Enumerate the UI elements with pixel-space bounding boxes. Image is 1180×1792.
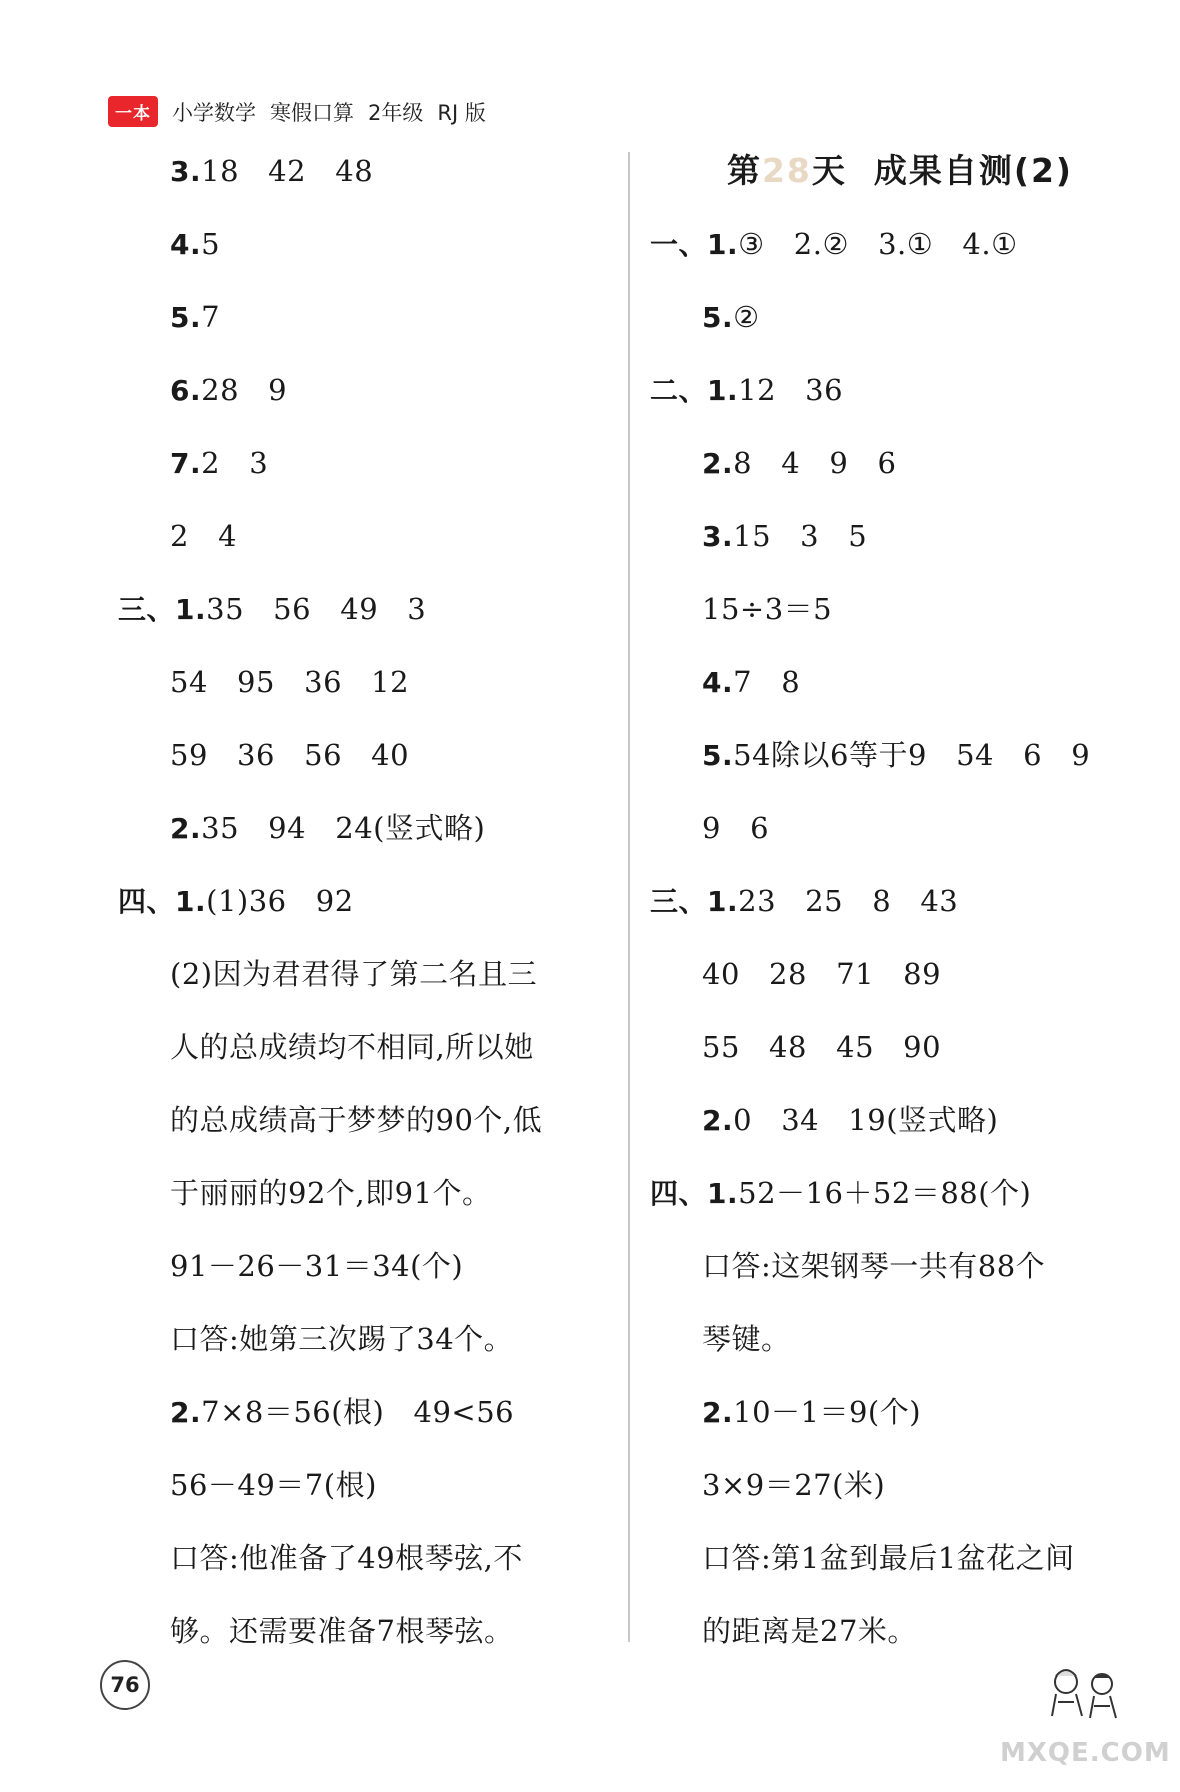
answer-text: 琴键。 bbox=[702, 1322, 791, 1356]
answer-label: 四、1. bbox=[118, 885, 207, 918]
answer-text: 于丽丽的92个,即91个。 bbox=[170, 1176, 492, 1210]
answer-text: 55 48 45 90 bbox=[702, 1030, 942, 1064]
answer-text: 0 34 19(竖式略) bbox=[733, 1103, 999, 1137]
watermark-text: MXQE.COM bbox=[1000, 1738, 1171, 1768]
answer-label: 3. bbox=[170, 155, 202, 188]
left-answer-line bbox=[118, 1014, 618, 1087]
answer-text: 的总成绩高于梦梦的90个,低 bbox=[170, 1103, 543, 1137]
left-answer-line bbox=[118, 1525, 618, 1598]
left-answer-line bbox=[118, 1087, 618, 1160]
right-answer-line bbox=[650, 868, 1150, 941]
right-answer-line bbox=[650, 1087, 1150, 1160]
answer-text: 35 56 49 3 bbox=[206, 592, 427, 626]
header-subject: 小学数学 bbox=[172, 100, 256, 125]
left-answer-line bbox=[118, 1306, 618, 1379]
left-answer-line bbox=[118, 576, 618, 649]
right-answer-line bbox=[650, 1452, 1150, 1525]
left-answer-line bbox=[118, 649, 618, 722]
answer-text: ③ 2.② 3.① 4.① bbox=[738, 227, 1018, 261]
header-book: 寒假口算 bbox=[270, 100, 354, 125]
answer-text: 40 28 71 89 bbox=[702, 957, 942, 991]
answer-text: 23 25 8 43 bbox=[738, 884, 959, 918]
answer-text: 9 6 bbox=[702, 811, 770, 845]
answer-text: 人的总成绩均不相同,所以她 bbox=[170, 1030, 534, 1064]
answer-label: 二、1. bbox=[650, 374, 739, 407]
right-answer-line bbox=[650, 1525, 1150, 1598]
answer-label: 三、1. bbox=[650, 885, 739, 918]
right-answer-line bbox=[650, 1598, 1150, 1671]
answer-text: 56－49＝7(根) bbox=[170, 1468, 377, 1502]
answer-text: 15÷3＝5 bbox=[702, 592, 833, 626]
answer-text: 7 8 bbox=[733, 665, 801, 699]
answer-text: 91－26－31＝34(个) bbox=[170, 1249, 464, 1283]
answer-label: 三、1. bbox=[118, 593, 207, 626]
left-answer-line bbox=[118, 503, 618, 576]
right-answer-line bbox=[650, 430, 1150, 503]
answer-text: (1)36 92 bbox=[206, 884, 354, 918]
left-answer-line bbox=[118, 430, 618, 503]
answer-text: 2 3 bbox=[201, 446, 269, 480]
left-answer-line bbox=[118, 941, 618, 1014]
answer-text: 7 bbox=[201, 300, 221, 334]
left-answer-line bbox=[118, 1160, 618, 1233]
left-answer-line bbox=[118, 1379, 618, 1452]
left-answer-line bbox=[118, 868, 618, 941]
answer-text: 2 4 bbox=[170, 519, 238, 553]
answer-text: ② bbox=[733, 300, 760, 334]
right-answer-line bbox=[650, 284, 1150, 357]
left-answer-line bbox=[118, 1452, 618, 1525]
right-answer-line bbox=[650, 1306, 1150, 1379]
page-number: 76 bbox=[100, 1660, 150, 1710]
right-answer-line bbox=[650, 211, 1150, 284]
left-answer-line bbox=[118, 284, 618, 357]
left-answer-line bbox=[118, 138, 618, 211]
header-edition: RJ 版 bbox=[437, 100, 486, 125]
right-answer-line bbox=[650, 649, 1150, 722]
answer-text: 的距离是27米。 bbox=[702, 1614, 917, 1648]
answer-text: 够。还需要准备7根琴弦。 bbox=[170, 1614, 514, 1648]
right-answer-line bbox=[650, 357, 1150, 430]
section-title bbox=[650, 138, 1150, 211]
header-grade: 2年级 bbox=[368, 100, 424, 125]
right-answer-line bbox=[650, 1379, 1150, 1452]
right-answer-line bbox=[650, 1160, 1150, 1233]
answer-text: 口答:她第三次踢了34个。 bbox=[170, 1322, 514, 1356]
right-answer-line bbox=[650, 941, 1150, 1014]
answer-text: 52－16＋52＝88(个) bbox=[738, 1176, 1032, 1210]
answer-label: 四、1. bbox=[650, 1177, 739, 1210]
answer-text: 28 9 bbox=[201, 373, 288, 407]
left-answer-line bbox=[118, 795, 618, 868]
answer-text: 7×8＝56(根) 49<56 bbox=[201, 1395, 515, 1429]
answer-label: 5. bbox=[170, 301, 202, 334]
answer-text: 18 42 48 bbox=[201, 154, 374, 188]
right-answer-line bbox=[650, 722, 1150, 795]
answer-text: 59 36 56 40 bbox=[170, 738, 410, 772]
answer-text: 10－1＝9(个) bbox=[733, 1395, 922, 1429]
answer-text: 口答:这架钢琴一共有88个 bbox=[702, 1249, 1046, 1283]
section-heading: 成果自测(2) bbox=[873, 151, 1074, 190]
answer-text: 3×9＝27(米) bbox=[702, 1468, 886, 1502]
answer-label: 7. bbox=[170, 447, 202, 480]
answer-text: 口答:他准备了49根琴弦,不 bbox=[170, 1541, 523, 1575]
right-answer-line bbox=[650, 576, 1150, 649]
section-day-number: 28 bbox=[761, 151, 812, 190]
mascot-kids-illustration bbox=[1038, 1664, 1128, 1724]
answer-label: 2. bbox=[170, 812, 202, 845]
answer-text: 8 4 9 6 bbox=[733, 446, 897, 480]
answer-text: 口答:第1盆到最后1盆花之间 bbox=[702, 1541, 1075, 1575]
answer-label: 2. bbox=[702, 447, 734, 480]
answer-text: 54 95 36 12 bbox=[170, 665, 410, 699]
column-divider bbox=[628, 152, 630, 1642]
page-header bbox=[108, 96, 486, 127]
section-prefix: 第 bbox=[726, 151, 762, 190]
answer-label: 6. bbox=[170, 374, 202, 407]
answer-label: 一、1. bbox=[650, 228, 739, 261]
right-answer-line bbox=[650, 1233, 1150, 1306]
answer-text: 5 bbox=[201, 227, 221, 261]
answer-label: 5. bbox=[702, 301, 734, 334]
right-answer-column bbox=[650, 138, 1150, 1671]
left-answer-line bbox=[118, 1598, 618, 1671]
right-answer-line bbox=[650, 503, 1150, 576]
answer-text: 35 94 24(竖式略) bbox=[201, 811, 486, 845]
left-answer-line bbox=[118, 357, 618, 430]
answer-text: 15 3 5 bbox=[733, 519, 868, 553]
answer-label: 3. bbox=[702, 520, 734, 553]
right-answer-line bbox=[650, 795, 1150, 868]
left-answer-line bbox=[118, 722, 618, 795]
left-answer-column bbox=[118, 138, 618, 1671]
answer-label: 4. bbox=[170, 228, 202, 261]
answer-text: 12 36 bbox=[738, 373, 844, 407]
answer-label: 5. bbox=[702, 739, 734, 772]
answer-text: 54除以6等于9 54 6 9 bbox=[733, 738, 1091, 772]
answer-label: 2. bbox=[170, 1396, 202, 1429]
answer-label: 4. bbox=[702, 666, 734, 699]
right-answer-line bbox=[650, 1014, 1150, 1087]
answer-label: 2. bbox=[702, 1396, 734, 1429]
left-answer-line bbox=[118, 211, 618, 284]
section-suffix: 天 bbox=[811, 151, 847, 190]
brand-logo: 一本 bbox=[108, 96, 158, 127]
answer-label: 2. bbox=[702, 1104, 734, 1137]
answer-text: (2)因为君君得了第二名且三 bbox=[170, 957, 538, 991]
left-answer-line bbox=[118, 1233, 618, 1306]
